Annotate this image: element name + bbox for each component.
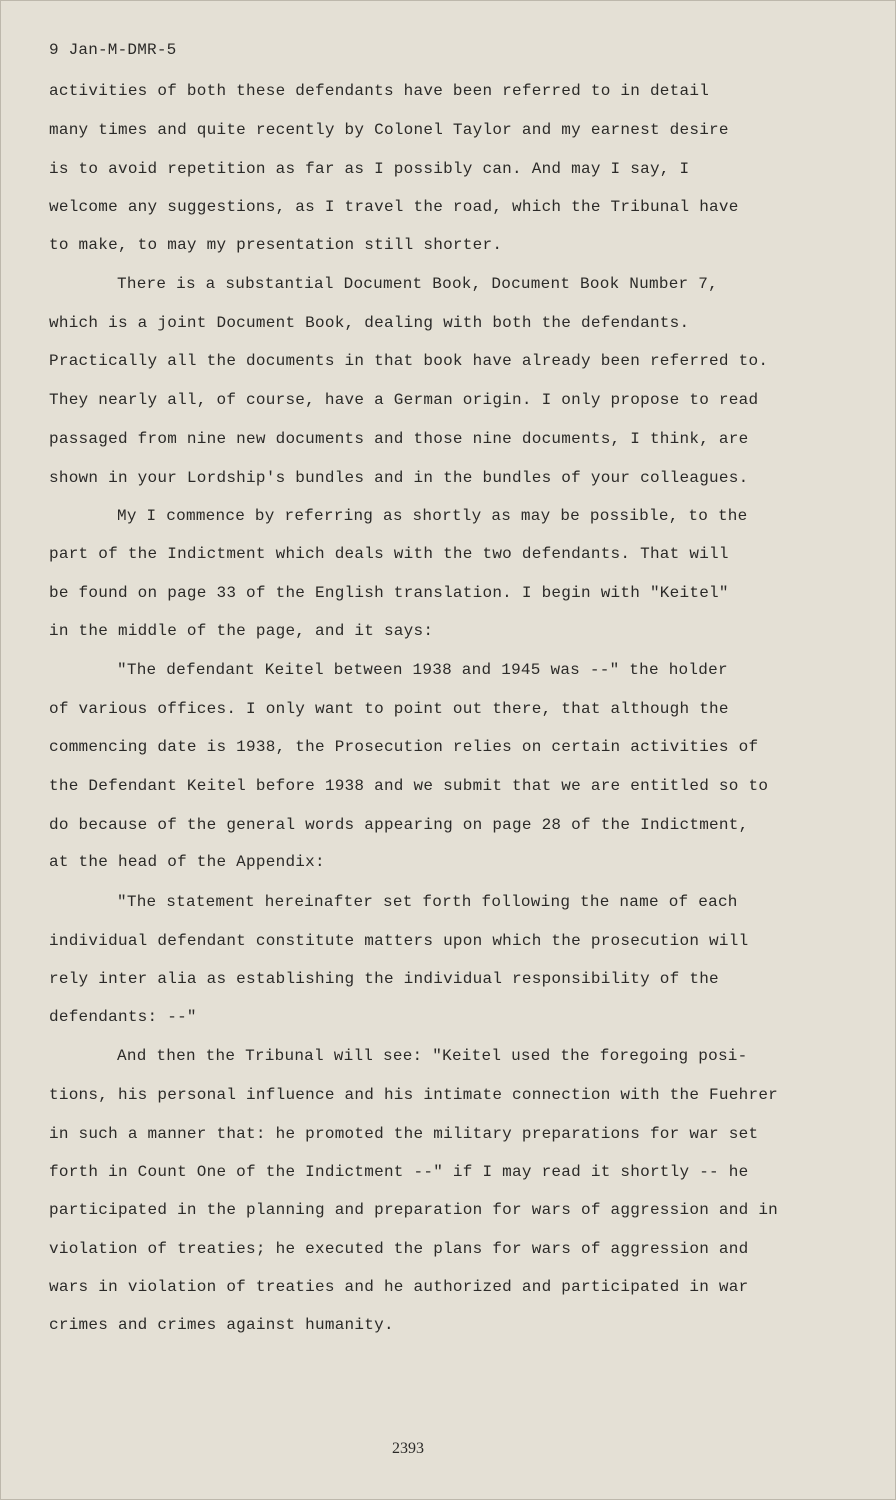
text-line: participated in the planning and preparation for wars of aggression and in [49,1201,779,1219]
text-line: forth in Count One of the Indictment --" if I may read it shortly -- he [49,1163,749,1181]
text-line: welcome any suggestions, as I travel the road, which the Tribunal have [49,198,739,216]
text-line: passaged from nine new documents and those nine documents, I think, are [49,430,749,448]
text-line: to make, to may my presentation still shorter. [49,236,503,254]
text-line: "The statement hereinafter set forth following the name of each [117,893,738,911]
text-line: "The defendant Keitel between 1938 and 1945 was --" the holder [117,661,728,679]
text-line: the Defendant Keitel before 1938 and we submit that we are entitled so to [49,777,769,795]
text-line: be found on page 33 of the English translation. I begin with "Keitel" [49,584,729,602]
text-line: violation of treaties; he executed the plans for wars of aggression and [49,1240,749,1258]
text-line: There is a substantial Document Book, Document Book Number 7, [117,275,718,293]
text-line: Practically all the documents in that book have already been referred to. [49,352,769,370]
text-line: They nearly all, of course, have a German origin. I only propose to read [49,391,759,409]
text-line: individual defendant constitute matters upon which the prosecution will [49,932,749,950]
text-line: tions, his personal influence and his intimate connection with the Fuehrer [49,1086,779,1104]
text-line: part of the Indictment which deals with the two defendants. That will [49,545,729,563]
text-line: And then the Tribunal will see: "Keitel used the foregoing posi- [117,1047,748,1065]
text-line: do because of the general words appearing on page 28 of the Indictment, [49,816,749,834]
text-line: which is a joint Document Book, dealing with both the defendants. [49,314,690,332]
page-number: 2393 [392,1440,424,1457]
text-line: crimes and crimes against humanity. [49,1316,394,1334]
text-line: rely inter alia as establishing the individual responsibility of the [49,970,719,988]
text-line: at the head of the Appendix: [49,853,325,871]
text-line: activities of both these defendants have been referred to in detail [49,82,710,100]
text-line: commencing date is 1938, the Prosecution relies on certain activities of [49,738,759,756]
text-line: shown in your Lordship's bundles and in the bundles of your colleagues. [49,469,749,487]
text-line: in such a manner that: he promoted the military preparations for war set [49,1125,759,1143]
text-line: wars in violation of treaties and he authorized and participated in war [49,1278,749,1296]
text-line: defendants: --" [49,1008,197,1026]
text-line: is to avoid repetition as far as I possibly can. And may I say, I [49,160,690,178]
text-line: many times and quite recently by Colonel Taylor and my earnest desire [49,121,729,139]
text-line: My I commence by referring as shortly as may be possible, to the [117,507,748,525]
page-header: 9 Jan-M-DMR-5 [49,41,177,59]
text-line: in the middle of the page, and it says: [49,622,434,640]
text-line: of various offices. I only want to point out there, that although the [49,700,729,718]
